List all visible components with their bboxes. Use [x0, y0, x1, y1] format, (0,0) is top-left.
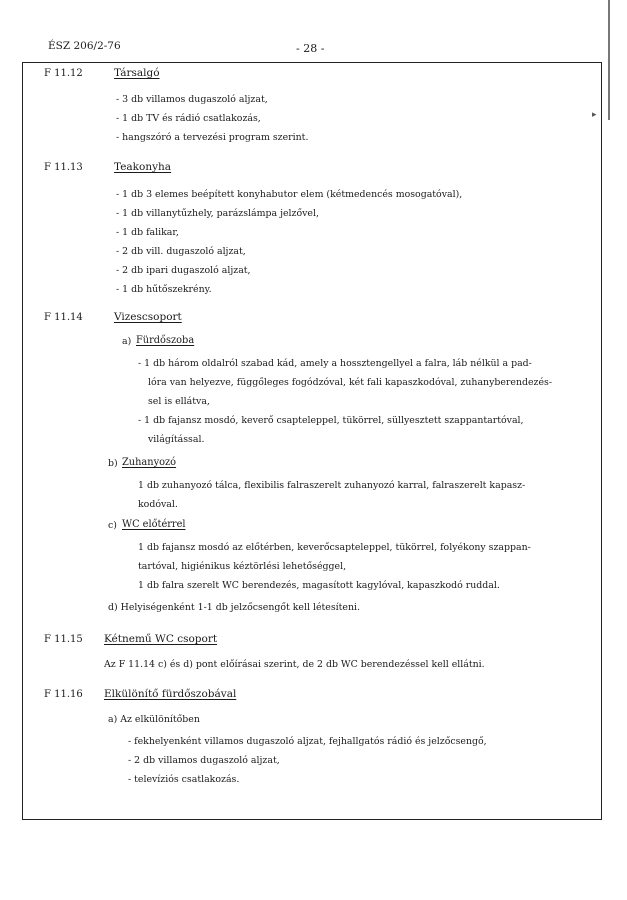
list-item: - 1 db fajansz mosdó, keverő csapteleppel, tükörrel, süllyesztett szappantartóval,	[138, 415, 524, 426]
subsection-label: c)	[108, 520, 117, 531]
list-item: - 2 db villamos dugaszoló aljzat,	[128, 755, 280, 766]
list-item: - 3 db villamos dugaszoló aljzat,	[116, 94, 268, 105]
list-item: d) Helyiségenként 1-1 db jelzőcsengőt kell létesíteni.	[108, 602, 360, 613]
list-item: 1 db falra szerelt WC berendezés, magasított kagylóval, kapaszkodó ruddal.	[138, 580, 500, 591]
list-item: - 2 db vill. dugaszoló aljzat,	[116, 246, 246, 257]
list-item: 1 db zuhanyozó tálca, flexibilis falraszerelt zuhanyozó karral, falraszerelt kapasz-	[138, 480, 526, 491]
scan-edge-mark: ▸	[592, 110, 597, 120]
section-title-teakonyha: Teakonyha	[114, 161, 172, 173]
list-item: - hangszóró a tervezési program szerint.	[116, 132, 309, 143]
section-title-ketnemu-wc: Kétnemű WC csoport	[104, 633, 218, 645]
list-item: - 1 db 3 elemes beépített konyhabutor elem (kétmedencés mosogatóval),	[116, 189, 463, 200]
scan-edge-line	[608, 0, 610, 120]
subsection-title-zuhanyozo: Zuhanyozó	[122, 457, 177, 468]
list-item: 1 db fajansz mosdó az előtérben, keverőcsapteleppel, tükörrel, folyékony szappan-	[138, 542, 531, 553]
section-code-f1112: F 11.12	[44, 68, 83, 79]
list-item: kodóval.	[138, 499, 178, 510]
section-title-elkulonito: Elkülönítő fürdőszobával	[104, 688, 237, 700]
section-code-f1116: F 11.16	[44, 689, 83, 700]
document-id: ÉSZ 206/2-76	[48, 40, 121, 52]
list-item: - 1 db villanytűzhely, parázslámpa jelzővel,	[116, 208, 319, 219]
subsection-label: a) Az elkülönítőben	[108, 714, 200, 725]
list-item: tartóval, higiénikus kéztörlési lehetőséggel,	[138, 561, 347, 572]
section-title-tarsalgo: Társalgó	[114, 67, 160, 79]
subsection-label: a)	[122, 336, 132, 347]
subsection-title-furdoszoba: Fürdőszoba	[136, 335, 195, 346]
subsection-title-wc-eloterrel: WC előtérrel	[122, 519, 186, 530]
list-item: lóra van helyezve, függőleges fogódzóval, két fali kapaszkodóval, zuhanyberendezés-	[148, 377, 553, 388]
page-number: - 28 -	[296, 42, 325, 55]
list-item: - televíziós csatlakozás.	[128, 774, 240, 785]
list-item: - 1 db TV és rádió csatlakozás,	[116, 113, 261, 124]
list-item: - 1 db hűtőszekrény.	[116, 284, 212, 295]
list-item: - 2 db ipari dugaszoló aljzat,	[116, 265, 251, 276]
list-item: Az F 11.14 c) és d) pont előírásai szerint, de 2 db WC berendezéssel kell ellátni.	[104, 659, 485, 670]
section-code-f1114: F 11.14	[44, 312, 83, 323]
section-code-f1113: F 11.13	[44, 162, 83, 173]
content-frame	[22, 62, 602, 820]
list-item: - 1 db falikar,	[116, 227, 179, 238]
section-title-vizescsoport: Vizescsoport	[114, 311, 182, 323]
list-item: világítással.	[148, 434, 205, 445]
list-item: - 1 db három oldalról szabad kád, amely a hossztengellyel a falra, láb nélkül a pad-	[138, 358, 532, 369]
list-item: - fekhelyenként villamos dugaszoló aljzat, fejhallgatós rádió és jelzőcsengő,	[128, 736, 487, 747]
list-item: sel is ellátva,	[148, 396, 210, 407]
subsection-label: b)	[108, 458, 118, 469]
section-code-f1115: F 11.15	[44, 634, 83, 645]
